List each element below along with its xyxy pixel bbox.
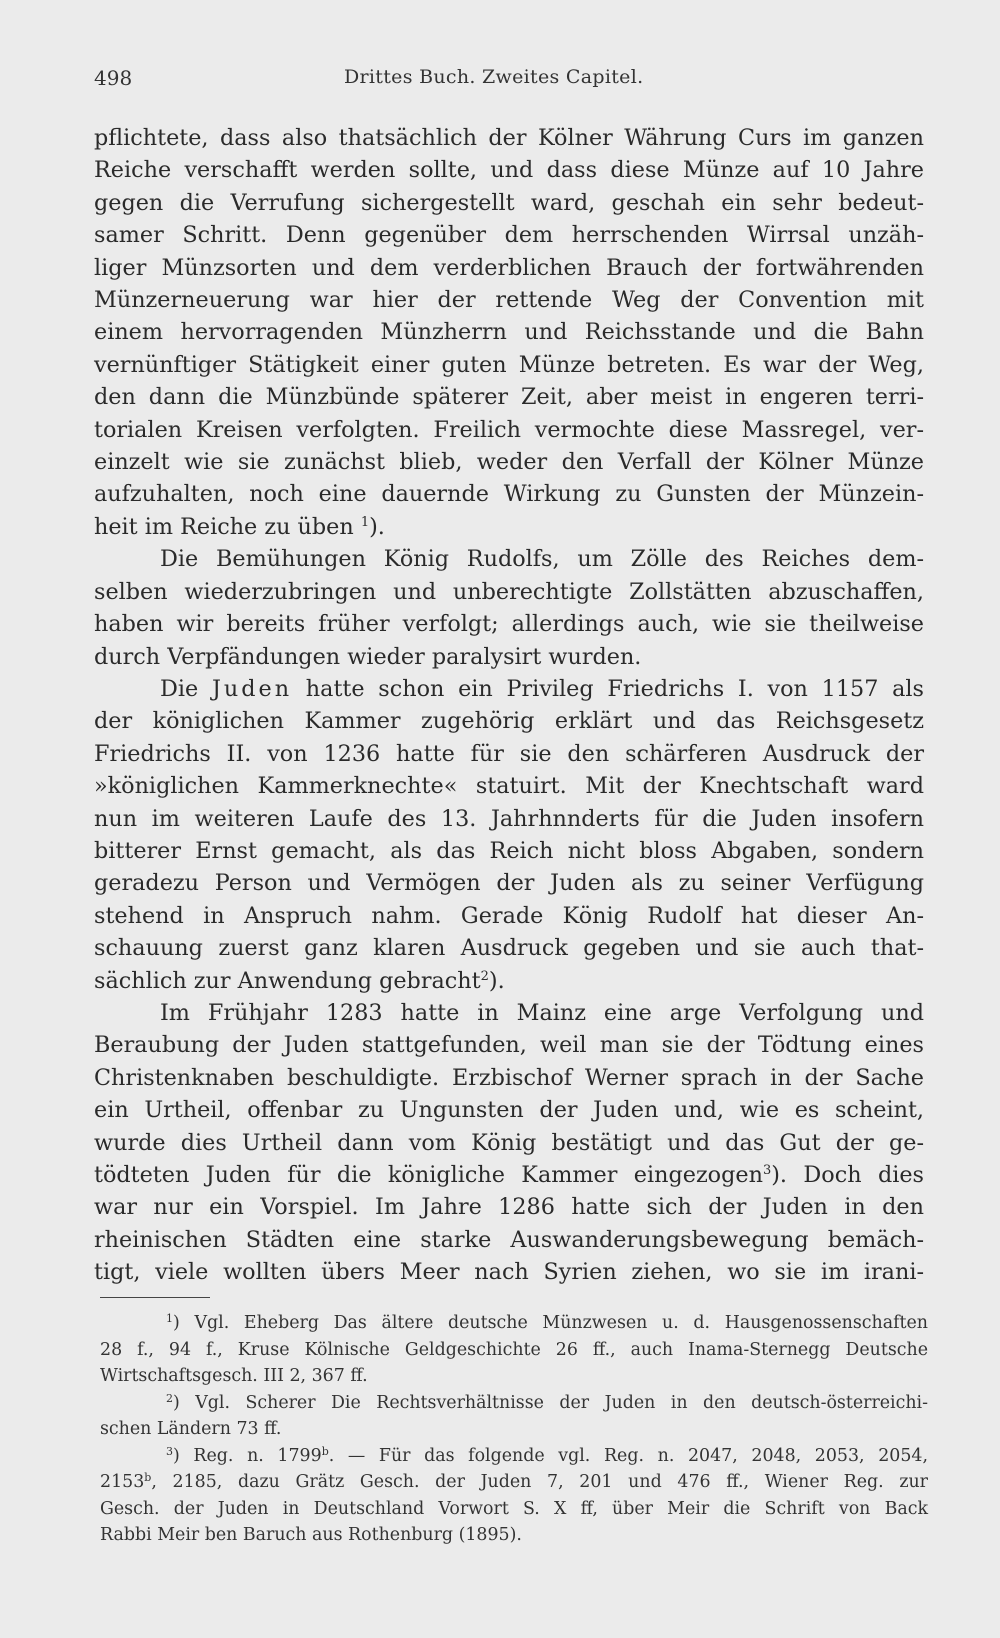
text-line: Münzerneuerung war hier der rettende Weg der Convention mit [94,287,924,314]
footnote-line: 28 f., 94 f., Kruse Kölnische Geldgeschichte 26 ff., auch Inama-Sternegg Deutsche [100,1339,928,1360]
text-fragment: ). Doch dies [771,1162,924,1188]
footnote-reference: 2 [480,968,489,984]
superscript-letter: b [321,1444,329,1458]
page-number: 498 [94,66,133,90]
text-fragment: Die [160,675,212,702]
footnote-reference: 3 [762,1163,772,1178]
main-text [94,122,924,1289]
paragraph-3 [94,673,924,997]
text-line: Beraubung der Juden stattgefunden, weil man sie der Tödtung eines [94,1032,924,1059]
text-line: einzelt wie sie zunächst blieb, weder den Verfall der Kölner Münze [94,449,924,476]
text-fragment: , 2185, dazu Grätz Gesch. der Juden 7, 201 und 476 ff., Wiener Reg. zur [151,1472,928,1492]
text-line: schauung zuerst ganz klaren Ausdruck gegeben und sie auch that- [94,935,924,962]
text-fragment: 2153 [100,1472,145,1492]
text-line: bitterer Ernst gemacht, als das Reich nicht bloss Abgaben, sondern [94,837,924,864]
text-line: einem hervorragenden Münzherrn und Reichsstande und die Bahn [94,319,924,346]
text-line: selben wiederzubringen und unberechtigte Zollstätten abzuschaffen, [94,578,924,605]
text-line [94,673,924,705]
text-line: den dann die Münzbünde späterer Zeit, aber meist in engeren terri- [94,384,924,411]
footnote-2 [100,1390,928,1443]
text-line: rheinischen Städten eine starke Auswanderungsbewegung bemäch- [94,1226,924,1253]
text-line: aufzuhalten, noch eine dauernde Wirkung zu Gunsten der Münzein- [94,481,924,508]
text-line: Friedrichs II. von 1236 hatte für sie den schärferen Ausdruck der [94,740,924,767]
footnote-divider [100,1297,210,1298]
text-fragment: sächlich zur Anwendung gebracht [94,967,481,994]
text-line [94,511,924,543]
text-fragment: ). [369,513,385,540]
text-fragment: heit im Reiche zu üben [94,513,354,540]
footnote-line: Wirtschaftsgesch. III 2, 367 ff. [100,1366,368,1386]
text-fragment: hatte schon ein Privileg Friedrichs I. von 1157 als [292,675,924,702]
text-fragment: . — Für das folgende vgl. Reg. n. 2047, 2048, 2053, 2054, [328,1445,928,1466]
text-line: nun im weiteren Laufe des 13. Jahrhnnderts für die Juden insofern [94,805,924,832]
footnote-line: Rabbi Meir ben Baruch aus Rothenburg (1895). [100,1525,522,1545]
text-line: »königlichen Kammerknechte« statuirt. Mit der Knechtschaft ward [94,773,924,800]
text-line: haben wir bereits früher verfolgt; allerdings auch, wie sie theilweise [94,611,924,638]
text-line [94,965,924,997]
paragraph-1 [94,122,924,543]
text-fragment: ) Reg. n. 1799 [173,1445,322,1466]
text-line: vernünftiger Stätigkeit einer guten Münze betreten. Es war der Weg, [94,351,924,378]
emphasized-word: Juden [211,675,293,702]
running-title: Drittes Buch. Zweites Capitel. [344,66,644,88]
footnote-line [100,1390,928,1417]
footnote-marker: 3 [166,1444,173,1458]
text-fragment: ). [488,967,505,994]
paragraph-2 [94,543,924,673]
text-line: Im Frühjahr 1283 hatte in Mainz eine arge Verfolgung und [160,999,924,1026]
footnote-1 [100,1310,928,1390]
text-line: gegen die Verrufung sichergestellt ward, geschah ein sehr bedeut- [94,189,924,216]
text-line: der königlichen Kammer zugehörig erklärt und das Reichsgesetz [94,708,924,735]
text-line: stehend in Anspruch nahm. Gerade König Rudolf hat dieser An- [94,902,924,929]
text-line: tigt, viele wollten übers Meer nach Syrien ziehen, wo sie im irani- [94,1259,924,1286]
text-fragment: ) Vgl. Scherer Die Rechtsverhältnisse der Juden in den deutsch-österreichi- [173,1392,928,1413]
footnote-line [100,1469,928,1496]
text-line: ein Urtheil, offenbar zu Ungunsten der Juden und, wie es scheint, [94,1097,924,1124]
paragraph-4 [94,997,924,1289]
text-line [94,1159,924,1191]
footnote-reference: 1 [360,514,370,530]
text-line: Christenknaben beschuldigte. Erzbischof Werner sprach in der Sache [94,1064,924,1091]
text-line: Reiche verschafft werden sollte, und dass diese Münze auf 10 Jahre [94,157,924,184]
text-line: pflichtete, dass also thatsächlich der Kölner Währung Curs im ganzen [94,125,924,151]
text-line: liger Münzsorten und dem verderblichen Brauch der fortwährenden [94,254,924,281]
text-line: torialen Kreisen verfolgten. Freilich vermochte diese Massregel, ver- [94,416,924,443]
text-fragment: ) Vgl. Eheberg Das ältere deutsche Münzwesen u. d. Hausgenossenschaften [173,1313,928,1333]
footnote-3 [100,1443,928,1549]
page-header [94,66,924,90]
text-line: wurde dies Urtheil dann vom König bestätigt und das Gut der ge- [94,1129,924,1156]
footnote-line: schen Ländern 73 ff. [100,1419,282,1439]
text-line: geradezu Person und Vermögen der Juden als zu seiner Verfügung [94,870,924,897]
text-line: durch Verpfändungen wieder paralysirt wurden. [94,643,642,670]
footnotes [100,1310,928,1549]
footnote-line: Gesch. der Juden in Deutschland Vorwort S. X ff, über Meir die Schrift von Back [100,1498,928,1519]
footnote-marker: 2 [166,1391,173,1405]
text-fragment: tödteten Juden für die königliche Kammer eingezogen [94,1162,763,1188]
text-line: samer Schritt. Denn gegenüber dem herrschenden Wirrsal unzäh- [94,222,924,249]
text-line: Die Bemühungen König Rudolfs, um Zölle des Reiches dem- [160,546,924,573]
footnote-marker: 1 [166,1312,173,1325]
superscript-letter: b [144,1471,152,1484]
footnote-line [100,1310,928,1337]
footnote-line [100,1443,928,1470]
text-line: war nur ein Vorspiel. Im Jahre 1286 hatte sich der Juden in den [94,1194,924,1221]
